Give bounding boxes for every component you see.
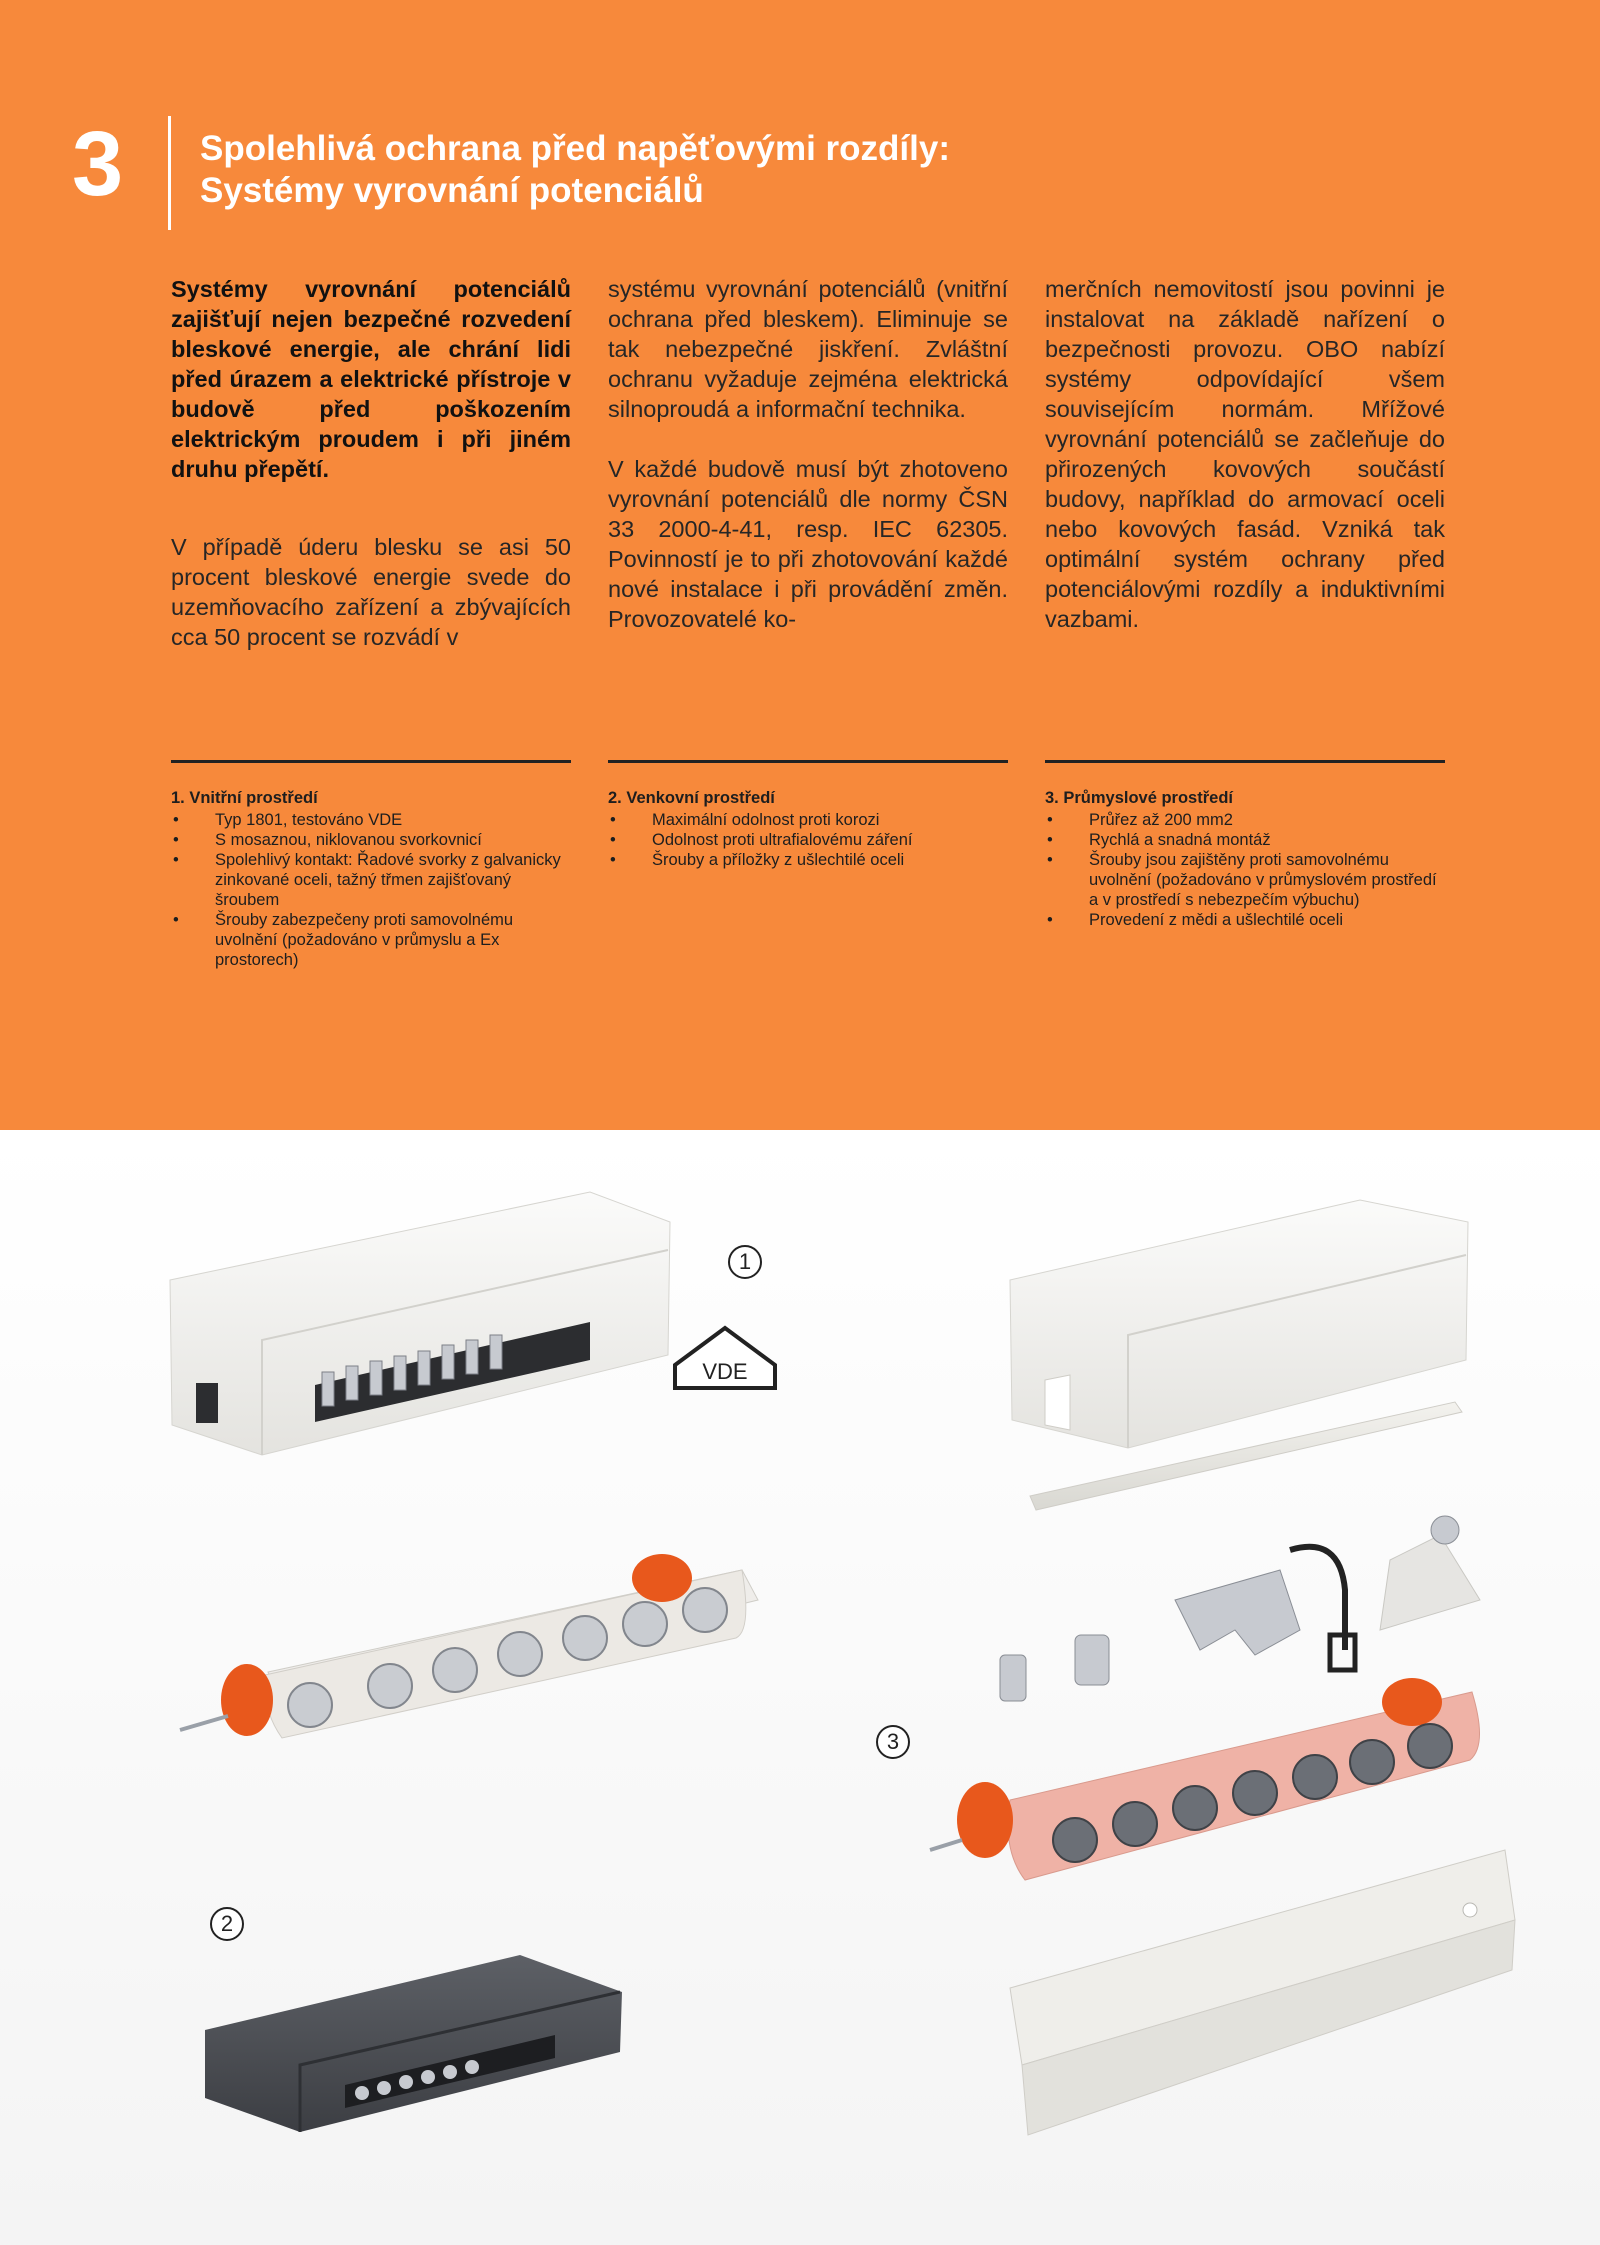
feature-item: • Šrouby zabezpečeny proti samovolnému uvolnění (požadováno v průmyslu a Ex prostorech) (171, 910, 571, 970)
title-line-2: Systémy vyrovnání potenciálů (200, 171, 704, 210)
feature-item: • Maximální odolnost proti korozi (608, 810, 1008, 830)
feature-item: • Průřez až 200 mm2 (1045, 810, 1445, 830)
section-rule (1045, 760, 1445, 763)
vde-label: VDE (702, 1359, 748, 1384)
feature-list-outdoor (608, 788, 1008, 870)
feature-item: • Odolnost proti ultrafialovému záření (608, 830, 1008, 850)
callout-1: 1 (728, 1245, 762, 1279)
feature-list-industrial (1045, 788, 1445, 930)
product-photo (0, 1130, 1600, 2245)
text-column-2 (608, 274, 1008, 664)
feature-item: • Typ 1801, testováno VDE (171, 810, 571, 830)
text-column-3 (1045, 274, 1445, 664)
paragraph: V případě úderu blesku se asi 50 procent bleskové energie svede do uzemňovacího zařízení a zbývajících cca 50 procent se rozvádí v (171, 534, 571, 650)
text-column-1 (171, 274, 571, 682)
feature-heading: 1. Vnitřní prostředí (171, 789, 318, 807)
feature-heading: 2. Venkovní prostředí (608, 789, 775, 807)
section-rule (171, 760, 571, 763)
feature-item: • S mosaznou, niklovanou svorkovnicí (171, 830, 571, 850)
callout-3: 3 (876, 1725, 910, 1759)
feature-item: • Rychlá a snadná montáž (1045, 830, 1445, 850)
page-title (200, 128, 950, 212)
lead-paragraph: Systémy vyrovnání potenciálů zajišťují nejen bezpečné rozvedení bleskové energie, ale chrání lidi před úrazem a elektrické přístroje v budově před poškozením elektrickým proudem i při jiném druhu přepětí. (171, 276, 571, 482)
feature-item: • Provedení z mědi a ušlechtilé oceli (1045, 910, 1445, 930)
feature-heading: 3. Průmyslové prostředí (1045, 789, 1233, 807)
chapter-divider (168, 116, 171, 230)
paragraph: V každé budově musí být zhotoveno vyrovnání potenciálů dle normy ČSN 33 2000-4-41, resp. IEC 62305. Povinností je to při zhotovování každé nové instalace i při provádění změn. Provozovatelé ko- (608, 456, 1008, 632)
callout-2: 2 (210, 1907, 244, 1941)
title-line-1: Spolehlivá ochrana před napěťovými rozdíly: (200, 129, 951, 168)
feature-item: • Šrouby a příložky z ušlechtilé oceli (608, 850, 1008, 870)
paragraph: merčních nemovitostí jsou povinni je instalovat na základě nařízení o bezpečnosti provozu. OBO nabízí systémy odpovídající všem souvisejícím normám. Mřížové vyrovnání potenciálů se začleňuje do přirozených kovových součástí budovy, například do armovací oceli nebo kovových fasád. Vzniká tak optimální systém ochrany před potenciálovými rozdíly a induktivními vazbami. (1045, 276, 1445, 632)
feature-item: • Spolehlivý kontakt: Řadové svorky z galvanicky zinkované oceli, tažný třmen zajišťovaný šroubem (171, 850, 571, 910)
chapter-number: 3 (72, 113, 124, 215)
feature-item: • Šrouby jsou zajištěny proti samovolnému uvolnění (požadováno v průmyslovém prostředí a v prostředí s nebezpečím výbuchu) (1045, 850, 1445, 910)
paragraph: systému vyrovnání potenciálů (vnitřní ochrana před bleskem). Eliminuje se tak nebezpečné jiskření. Zvláštní ochranu vyžaduje zejména elektrická silnoproudá a informační technika. (608, 276, 1008, 422)
section-rule (608, 760, 1008, 763)
feature-list-indoor (171, 788, 571, 970)
